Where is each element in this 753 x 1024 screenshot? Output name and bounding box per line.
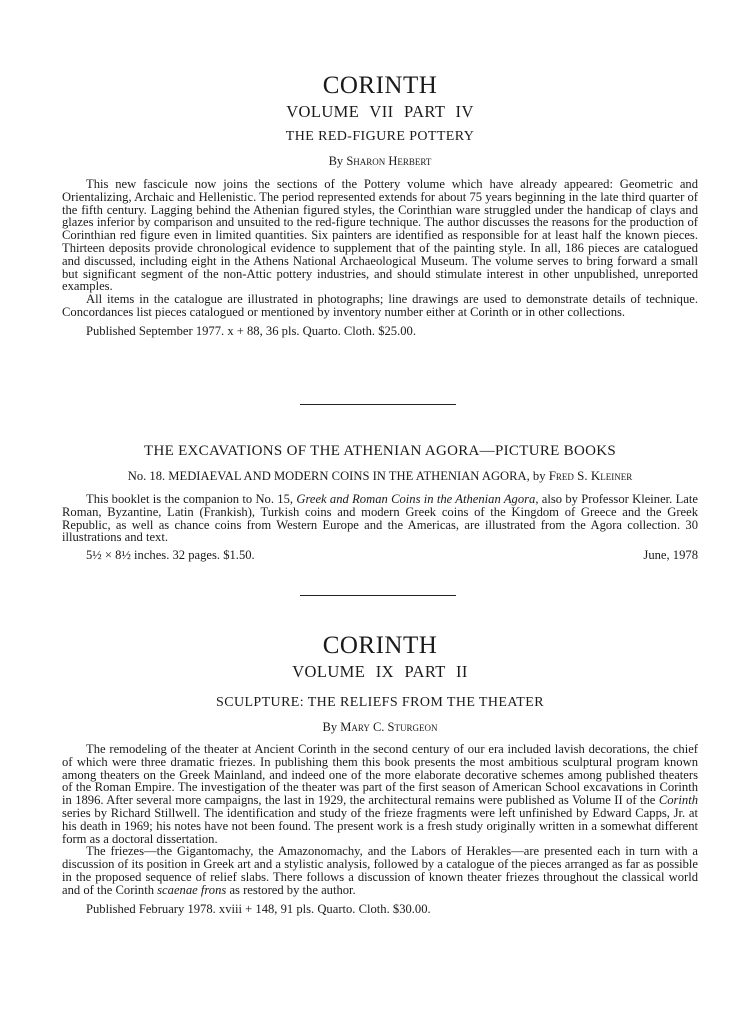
description-block <box>62 178 698 338</box>
description-paragraph: This new fascicule now joins the sections of the Pottery volume which have already appeared: Geometric and Orientalizing, Archaic and Hellenistic. The period represented extends for about 75 years beginning in the late third quarter of the fifth century. Lagging behind the Athenian figured styles, the Corinthian ware struggled under the handicap of clays and glazes inferior by comparison and unsuited to the red-figure technique. The author discusses the reasons for the production of Corinthian red figure even in limited quantities. Six painters are identified as responsible for at least half the known pieces. Thirteen deposits provide chronological evidence to supplement that of the painting style. In all, 186 pieces are catalogued and discussed, including eight in the Athens National Archaeological Museum. The volume serves to bring forward a small but significant segment of the non-Attic pottery industries, and should stimulate interest in other unpublished, unreported examples. <box>62 177 698 294</box>
series-title: CORINTH <box>322 632 438 659</box>
agora-text-a: This booklet is the companion to No. 15, <box>86 492 294 506</box>
agora-paragraph <box>62 493 698 544</box>
publication-date: June, 1978 <box>643 548 698 563</box>
description-paragraph <box>62 743 698 845</box>
friezes-text-a: The friezes—the Gigantomachy, the Amazonomachy, and the Labors of Herakles—are presented each in turn with a discussion of its position in Greek art and a stylistic analysis, followed by a catalogue of the pieces arranged as far as possible in the proposed sequence of relief slabs. There follows a discussion of known theater friezes throughout the classical world and of the Corinth <box>62 844 698 897</box>
item-title: No. 18. MEDIAEVAL AND MODERN COINS IN THE ATHENIAN AGORA, by <box>127 469 546 483</box>
author-line <box>62 719 698 735</box>
byline <box>62 153 698 169</box>
item-author: Fred S. Kleiner <box>548 468 633 483</box>
scaenae-frons: scaenae frons <box>157 882 227 897</box>
paragraph-text-b: series by Richard Stillwell. The identification and study of the frieze fragments were left unfinished by Edward Capps, Jr. at his death in 1969; his notes have not been found. The present work is a fresh study originally written in a somewhat different form as a doctoral dissertation. <box>62 805 698 846</box>
corinth-ix-header <box>62 632 698 660</box>
illustrations-paragraph: All items in the catalogue are illustrated in photographs; line drawings are used to demonstrate details of technique. Concordances list pieces catalogued or mentioned by inventory number either at Corinth or in other collections. <box>62 292 698 319</box>
series-name: Corinth <box>658 793 699 808</box>
item-line <box>62 468 698 484</box>
subtitle-line <box>62 694 698 712</box>
divider <box>300 595 456 596</box>
volume-line <box>62 662 698 682</box>
volume-label: VOLUME VII PART IV <box>286 102 474 121</box>
subtitle-line <box>62 128 698 146</box>
publication-details: Published February 1978. xviii + 148, 91 pls. Quarto. Cloth. $30.00. <box>86 901 431 916</box>
agora-header <box>62 441 698 461</box>
friezes-paragraph <box>62 845 698 896</box>
divider <box>300 404 456 405</box>
by-label: By <box>322 720 338 734</box>
friezes-text-b: as restored by the author. <box>229 882 356 897</box>
author-name: Sharon Herbert <box>346 154 432 168</box>
paragraph-text-a: The remodeling of the theater at Ancient Corinth in the second century of our era included lavish decorations, the chief of which were three dramatic friezes. In publishing them this book presents the most ambitious sculptural program known among theaters on the Greek Mainland, and indeed one of the more elaborate decorative schemes among published theaters of the Roman Empire. The investigation of the theater was part of the first season of American School excavations in Corinth in 1896. After several more campaigns, the last in 1929, the architectural remains were published as Volume II of the <box>62 742 698 808</box>
book-subtitle: SCULPTURE: THE RELIEFS FROM THE THEATER <box>216 695 544 710</box>
agora-item <box>62 468 698 484</box>
author-line <box>62 153 698 169</box>
description-block <box>62 743 698 916</box>
volume-line <box>62 102 698 122</box>
companion-title: Greek and Roman Coins in the Athenian Agora, <box>296 492 539 506</box>
series-title: CORINTH <box>322 72 438 99</box>
agora-text-b: also by Professor Kleiner. Late Roman, Byzantine, Latin (Frankish), Turkish coins and modern Greek coins of the Kingdom of Greece and the Greek Republic, as well as chance coins from Western Europe and the Americas, are illustrated from the Agora collection. 30 illustrations and text. <box>62 492 698 545</box>
volume-label: VOLUME IX PART II <box>292 662 468 681</box>
author-name: Mary C. Sturgeon <box>340 720 438 734</box>
book-subtitle: THE RED-FIGURE POTTERY <box>285 129 475 144</box>
byline <box>62 719 698 735</box>
specs-row <box>62 548 698 562</box>
agora-description <box>62 493 698 562</box>
by-label: By <box>328 154 344 168</box>
corinth-vii-header <box>62 72 698 100</box>
publication-details: Published September 1977. x + 88, 36 pls. Quarto. Cloth. $25.00. <box>86 323 416 338</box>
series-heading: THE EXCAVATIONS OF THE ATHENIAN AGORA—PICTURE BOOKS <box>143 443 616 459</box>
booklet-specs: 5½ × 8½ inches. 32 pages. $1.50. <box>86 548 255 563</box>
